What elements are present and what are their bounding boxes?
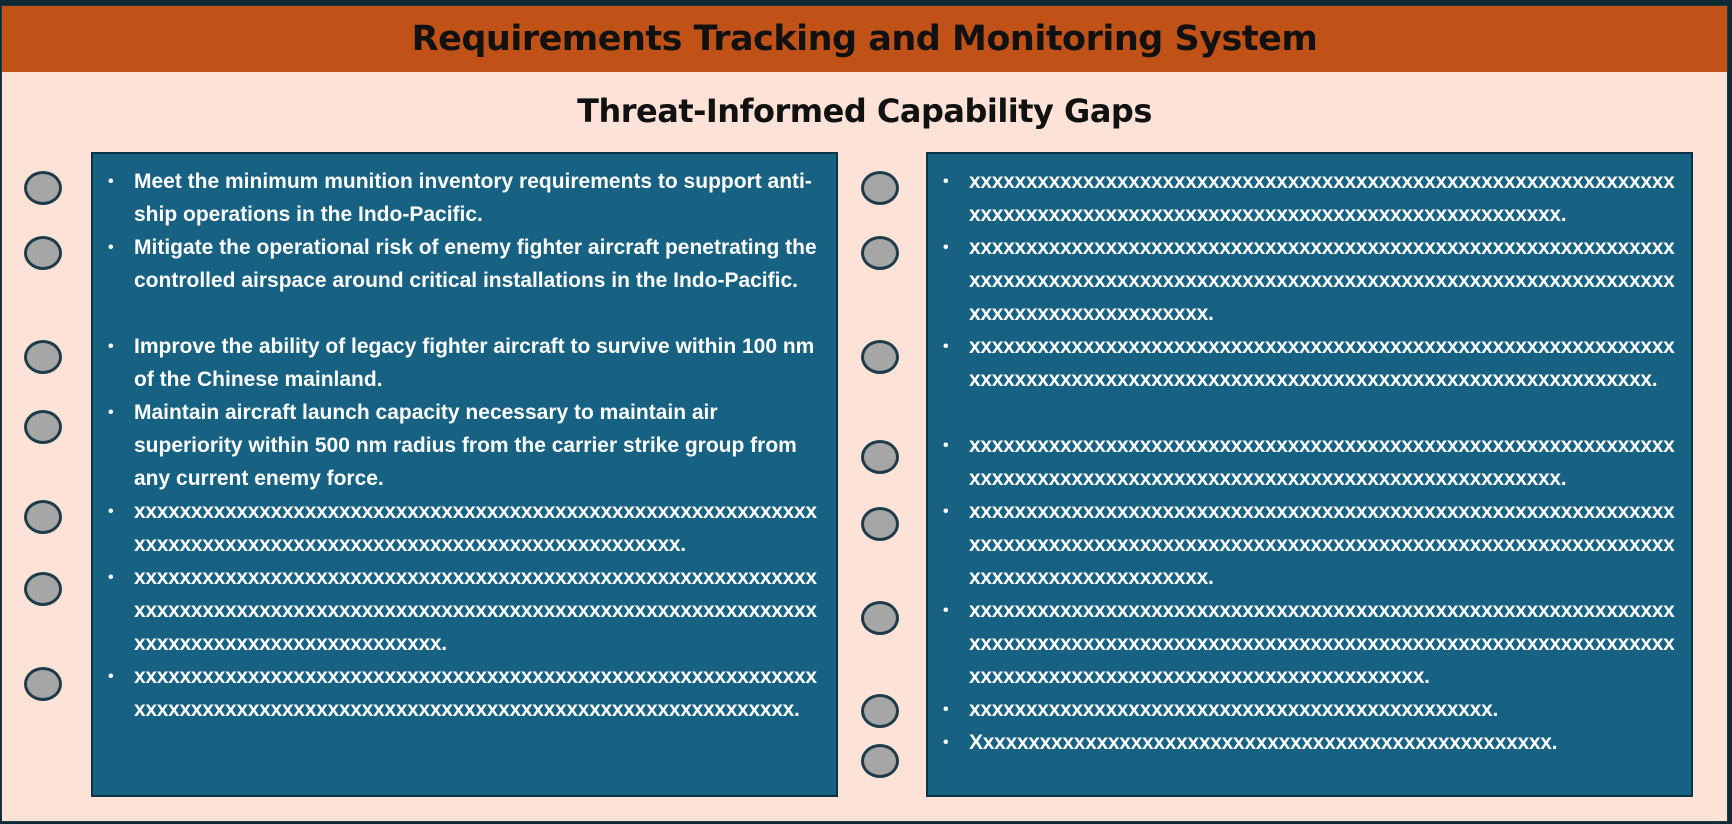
status-circle-r1[interactable] (861, 171, 899, 205)
list-item: • Mitigate the operational risk of enemy fighter aircraft penetrating the controlled airspace around critical installations in the Indo-Pacific. (134, 231, 826, 297)
list-item: • Meet the minimum munition inventory requirements to support anti-ship operations in the Indo-Pacific. (134, 165, 826, 231)
list-item: • xxxxxxxxxxxxxxxxxxxxxxxxxxxxxxxxxxxxxxxxxxxxxxxxxxxxxxxxxxxxxxxxxxxxxxxxxxxxxxxxxxxxxxxxxxxxxxxxxxxxxxxxxxxxxxxxxx. (969, 165, 1681, 231)
list-item: • Xxxxxxxxxxxxxxxxxxxxxxxxxxxxxxxxxxxxxxxxxxxxxxxxxxx. (969, 726, 1681, 759)
list-item: • Improve the ability of legacy fighter aircraft to survive within 100 nm of the Chinese mainland. (134, 330, 826, 396)
status-circle-r7[interactable] (861, 694, 899, 728)
list-item: • xxxxxxxxxxxxxxxxxxxxxxxxxxxxxxxxxxxxxxxxxxxxxxxxxxxxxxxxxxxxxxxxxxxxxxxxxxxxxxxxxxxxxxxxxxxxxxxxxxxxxxxxxxxxxxxxxxxxxxxxxxxxxxxxxxxxxxxxxxxxxxxxx. (969, 495, 1681, 594)
status-circle-r5[interactable] (861, 507, 899, 541)
status-circle-l3[interactable] (24, 340, 62, 374)
page-title: Requirements Tracking and Monitoring System (411, 19, 1318, 59)
list-item: • xxxxxxxxxxxxxxxxxxxxxxxxxxxxxxxxxxxxxxxxxxxxxxxxxxxxxxxxxxxxxxxxxxxxxxxxxxxxxxxxxxxxxxxxxxxxxxxxxxxxxxxxxxxxxxxxxxxxxxxxxxxxxxxxxxxxxxxxxxxxxxxxxxx. (134, 561, 826, 660)
status-circle-r4[interactable] (861, 440, 899, 474)
title-banner (2, 6, 1727, 72)
status-circle-l6[interactable] (24, 572, 62, 606)
list-item: • xxxxxxxxxxxxxxxxxxxxxxxxxxxxxxxxxxxxxxxxxxxxxxxxxxxxxxxxxxxxxxxxxxxxxxxxxxxxxxxxxxxxxxxxxxxxxxxxxxxxxxxxxxxxxxxxxxxxxxxxxxxxxxxxxxxxxxxxxxxxxxxxx. (969, 231, 1681, 330)
capability-gaps-panel-left (91, 152, 838, 797)
status-circle-r8[interactable] (861, 744, 899, 778)
status-circle-l5[interactable] (24, 500, 62, 534)
status-circle-l2[interactable] (24, 236, 62, 270)
status-circle-r6[interactable] (861, 601, 899, 635)
capability-gaps-panel-right (926, 152, 1693, 797)
list-item: • xxxxxxxxxxxxxxxxxxxxxxxxxxxxxxxxxxxxxxxxxxxxxxxxxxxxxxxxxxxxxxxxxxxxxxxxxxxxxxxxxxxxxxxxxxxxxxxxxxxxxxxxxxxxxxxxxxxxxx. (134, 660, 826, 726)
status-circle-l1[interactable] (24, 171, 62, 205)
list-item: • xxxxxxxxxxxxxxxxxxxxxxxxxxxxxxxxxxxxxxxxxxxxxx. (969, 693, 1681, 726)
slide-frame (1, 5, 1728, 822)
status-circle-r3[interactable] (861, 340, 899, 374)
list-item: • xxxxxxxxxxxxxxxxxxxxxxxxxxxxxxxxxxxxxxxxxxxxxxxxxxxxxxxxxxxxxxxxxxxxxxxxxxxxxxxxxxxxxxxxxxxxxxxxxxxxxxxxxxxxxxxxxx. (969, 429, 1681, 495)
list-item: • xxxxxxxxxxxxxxxxxxxxxxxxxxxxxxxxxxxxxxxxxxxxxxxxxxxxxxxxxxxxxxxxxxxxxxxxxxxxxxxxxxxxxxxxxxxxxxxxxxxxxxxxxxxxxxxxxxxxxxxxxxxxxxxxxxxxxxxxxxxxxxxxxxxxxxxxxxxxxxxxxxxx. (969, 594, 1681, 693)
status-circle-l4[interactable] (24, 410, 62, 444)
section-title: Threat-Informed Capability Gaps (577, 92, 1152, 130)
status-circle-r2[interactable] (861, 236, 899, 270)
list-item: • xxxxxxxxxxxxxxxxxxxxxxxxxxxxxxxxxxxxxxxxxxxxxxxxxxxxxxxxxxxxxxxxxxxxxxxxxxxxxxxxxxxxxxxxxxxxxxxxxxxxxxxxxxxx. (134, 495, 826, 561)
list-item: • Maintain aircraft launch capacity necessary to maintain air superiority within 500 nm radius from the carrier strike group from any current enemy force. (134, 396, 826, 495)
status-circle-l7[interactable] (24, 667, 62, 701)
list-item: • xxxxxxxxxxxxxxxxxxxxxxxxxxxxxxxxxxxxxxxxxxxxxxxxxxxxxxxxxxxxxxxxxxxxxxxxxxxxxxxxxxxxxxxxxxxxxxxxxxxxxxxxxxxxxxxxxxxxxxxxxx. (969, 330, 1681, 396)
